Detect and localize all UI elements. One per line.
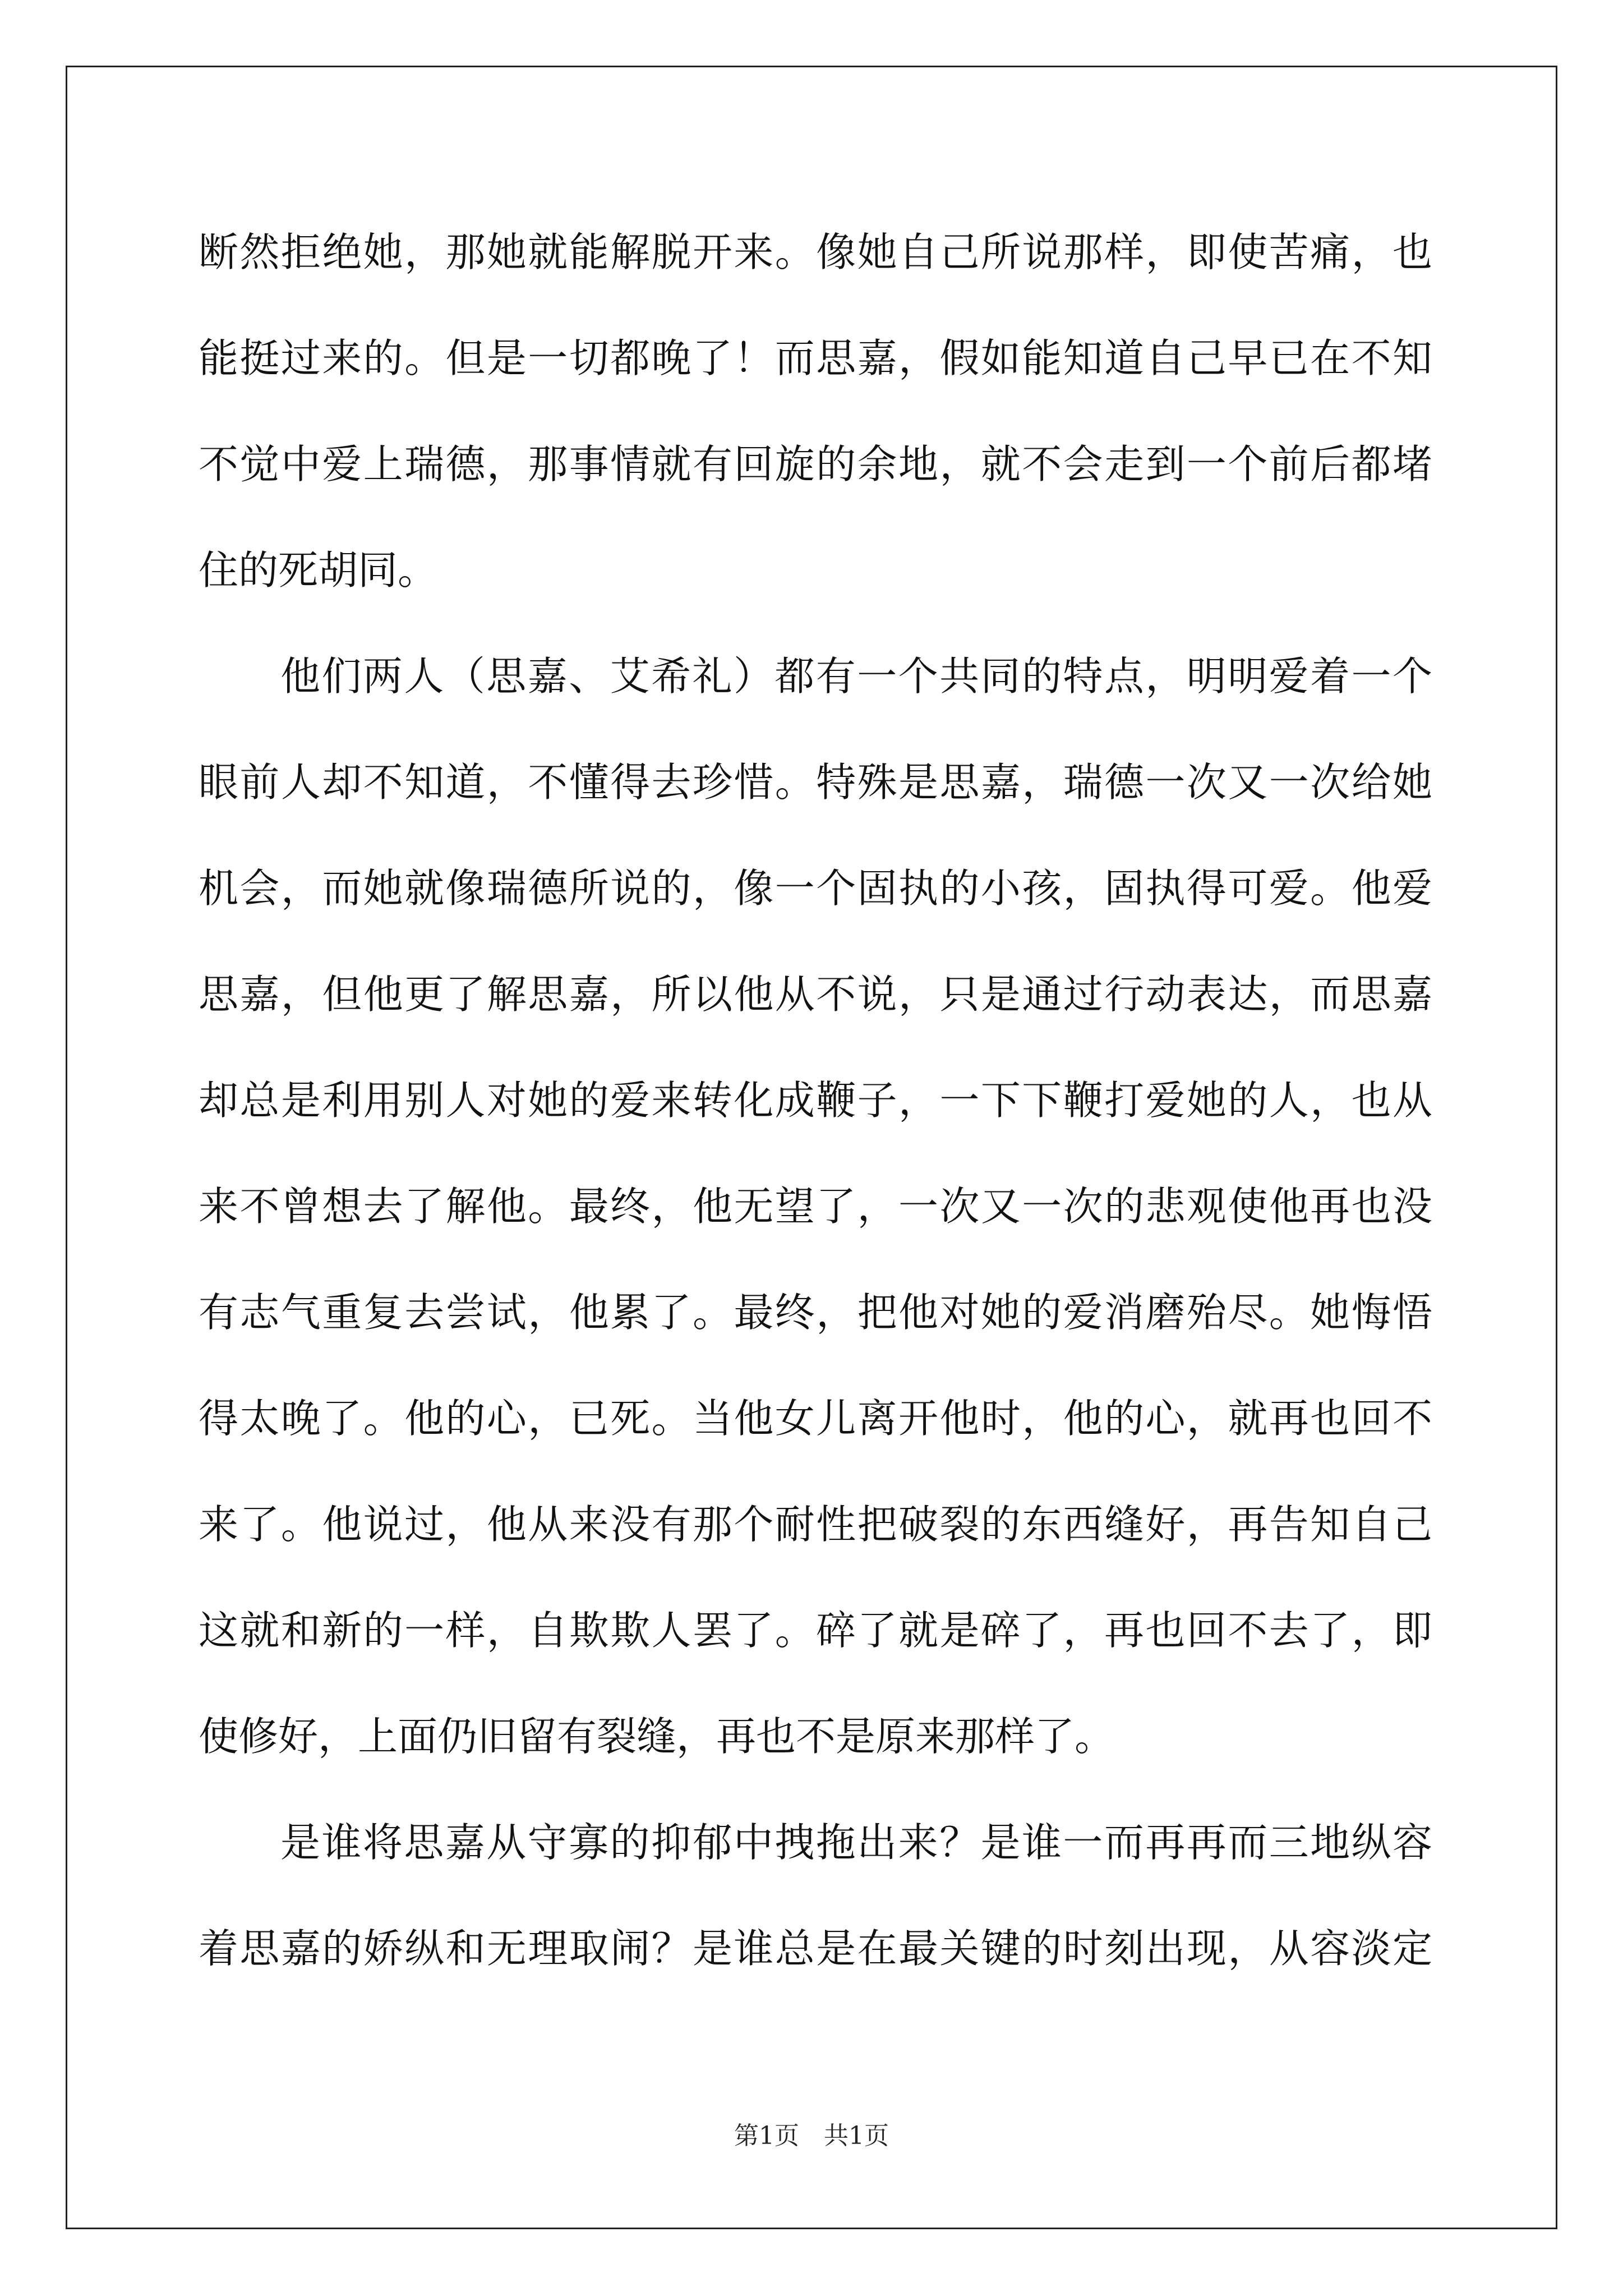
page-border [66,66,1557,2229]
page-footer: 第1页 共1页 [734,2122,889,2150]
text-line: 来不曾想去了解他。最终，他无望了，一次又一次的悲观使他再也没 [199,1183,1432,1230]
text-line: 他们两人（思嘉、艾希礼）都有一个共同的特点，明明爱着一个 [280,653,1432,700]
text-line: 思嘉，但他更了解思嘉，所以他从不说，只是通过行动表达，而思嘉 [199,971,1432,1018]
text-line: 这就和新的一样，自欺欺人罢了。碎了就是碎了，再也回不去了，即 [199,1607,1432,1654]
text-line: 断然拒绝她，那她就能解脱开来。像她自己所说那样，即使苦痛，也 [199,229,1432,275]
text-line: 眼前人却不知道，不懂得去珍惜。特殊是思嘉，瑞德一次又一次给她 [199,759,1432,806]
text-line: 着思嘉的娇纵和无理取闹？是谁总是在最关键的时刻出现，从容淡定 [199,1925,1432,1972]
text-line: 却总是利用别人对她的爱来转化成鞭子，一下下鞭打爱她的人，也从 [199,1077,1432,1124]
text-line: 得太晚了。他的心，已死。当他女儿离开他时，他的心，就再也回不 [199,1395,1432,1442]
text-line: 能挺过来的。但是一切都晚了！而思嘉，假如能知道自己早已在不知 [199,335,1432,381]
text-line: 来了。他说过，他从来没有那个耐性把破裂的东西缝好，再告知自己 [199,1501,1432,1548]
text-line: 住的死胡同。 [199,547,438,593]
text-line: 有志气重复去尝试，他累了。最终，把他对她的爱消磨殆尽。她悔悟 [199,1289,1432,1336]
text-line: 机会，而她就像瑞德所说的，像一个固执的小孩，固执得可爱。他爱 [199,865,1432,912]
text-line: 是谁将思嘉从守寡的抑郁中拽拖出来？是谁一而再再而三地纵容 [280,1819,1432,1866]
text-line: 使修好，上面仍旧留有裂缝，再也不是原来那样了。 [199,1713,1115,1760]
text-line: 不觉中爱上瑞德，那事情就有回旋的余地，就不会走到一个前后都堵 [199,441,1432,487]
